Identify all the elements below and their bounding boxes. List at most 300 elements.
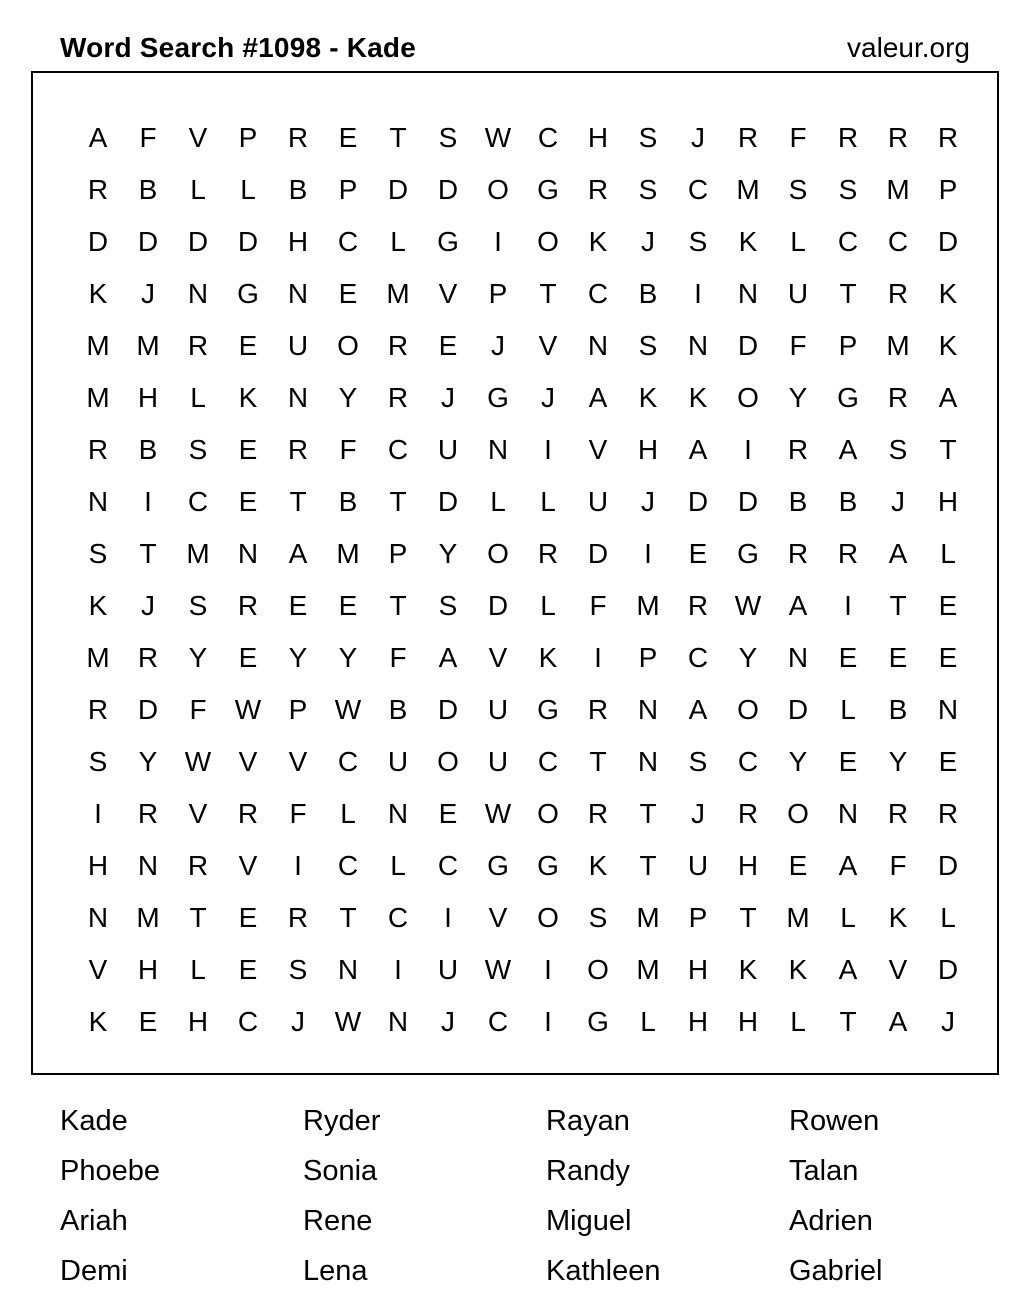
grid-letter[interactable]: S: [288, 954, 308, 985]
grid-letter[interactable]: K: [938, 278, 958, 309]
grid-letter[interactable]: R: [87, 694, 109, 725]
grid-letter[interactable]: V: [88, 954, 108, 985]
grid-letter[interactable]: T: [889, 590, 907, 621]
grid-letter[interactable]: C: [687, 642, 709, 673]
grid-letter[interactable]: H: [937, 486, 959, 517]
grid-letter[interactable]: P: [488, 278, 508, 309]
grid-letter[interactable]: V: [238, 746, 258, 777]
grid-letter[interactable]: R: [887, 122, 909, 153]
grid-letter[interactable]: M: [786, 902, 810, 933]
grid-letter[interactable]: H: [687, 954, 709, 985]
grid-letter[interactable]: T: [539, 278, 557, 309]
grid-letter[interactable]: E: [838, 746, 858, 777]
grid-letter[interactable]: C: [837, 226, 859, 257]
grid-letter[interactable]: M: [636, 902, 660, 933]
grid-letter[interactable]: E: [438, 798, 458, 829]
grid-letter[interactable]: S: [438, 590, 458, 621]
grid-letter[interactable]: E: [838, 642, 858, 673]
grid-letter[interactable]: V: [488, 642, 508, 673]
grid-letter[interactable]: S: [88, 746, 108, 777]
grid-letter[interactable]: C: [537, 122, 559, 153]
grid-letter[interactable]: N: [937, 694, 959, 725]
grid-letter[interactable]: Y: [438, 538, 458, 569]
grid-letter[interactable]: R: [837, 538, 859, 569]
grid-letter[interactable]: R: [787, 434, 809, 465]
grid-letter[interactable]: B: [888, 694, 908, 725]
grid-letter[interactable]: N: [787, 642, 809, 673]
grid-letter[interactable]: L: [490, 486, 506, 517]
grid-letter[interactable]: G: [837, 382, 859, 413]
grid-letter[interactable]: L: [540, 486, 556, 517]
grid-letter[interactable]: F: [389, 642, 407, 673]
grid-letter[interactable]: W: [484, 122, 512, 153]
grid-letter[interactable]: V: [538, 330, 558, 361]
grid-letter[interactable]: D: [87, 226, 109, 257]
grid-letter[interactable]: W: [184, 746, 212, 777]
grid-letter[interactable]: I: [394, 954, 402, 985]
grid-letter[interactable]: V: [488, 902, 508, 933]
grid-letter[interactable]: L: [190, 954, 206, 985]
grid-letter[interactable]: S: [188, 434, 208, 465]
grid-letter[interactable]: N: [337, 954, 359, 985]
grid-letter[interactable]: F: [889, 850, 907, 881]
grid-letter[interactable]: T: [389, 122, 407, 153]
grid-letter[interactable]: M: [636, 590, 660, 621]
grid-letter[interactable]: R: [587, 174, 609, 205]
grid-letter[interactable]: D: [487, 590, 509, 621]
grid-letter[interactable]: E: [238, 486, 258, 517]
grid-letter[interactable]: R: [87, 174, 109, 205]
grid-letter[interactable]: R: [537, 538, 559, 569]
grid-letter[interactable]: N: [387, 798, 409, 829]
grid-letter[interactable]: L: [340, 798, 356, 829]
grid-letter[interactable]: E: [938, 746, 958, 777]
grid-letter[interactable]: Y: [188, 642, 208, 673]
grid-letter[interactable]: Y: [338, 642, 358, 673]
grid-letter[interactable]: B: [838, 486, 858, 517]
grid-letter[interactable]: K: [738, 954, 758, 985]
grid-letter[interactable]: G: [437, 226, 459, 257]
grid-letter[interactable]: P: [688, 902, 708, 933]
grid-letter[interactable]: P: [838, 330, 858, 361]
grid-letter[interactable]: S: [788, 174, 808, 205]
grid-letter[interactable]: D: [437, 174, 459, 205]
grid-letter[interactable]: C: [187, 486, 209, 517]
grid-letter[interactable]: R: [937, 798, 959, 829]
grid-letter[interactable]: D: [937, 954, 959, 985]
grid-letter[interactable]: E: [688, 538, 708, 569]
grid-letter[interactable]: P: [938, 174, 958, 205]
grid-letter[interactable]: N: [637, 746, 659, 777]
grid-letter[interactable]: Y: [338, 382, 358, 413]
grid-letter[interactable]: R: [387, 382, 409, 413]
grid-letter[interactable]: S: [688, 746, 708, 777]
grid-letter[interactable]: G: [537, 174, 559, 205]
grid-letter[interactable]: E: [138, 1006, 158, 1037]
grid-letter[interactable]: I: [644, 538, 652, 569]
grid-letter[interactable]: L: [940, 902, 956, 933]
grid-letter[interactable]: W: [484, 954, 512, 985]
grid-letter[interactable]: D: [437, 694, 459, 725]
grid-letter[interactable]: C: [387, 434, 409, 465]
grid-letter[interactable]: N: [187, 278, 209, 309]
grid-letter[interactable]: M: [186, 538, 210, 569]
grid-letter[interactable]: I: [544, 954, 552, 985]
grid-letter[interactable]: D: [187, 226, 209, 257]
grid-letter[interactable]: C: [337, 746, 359, 777]
grid-letter[interactable]: F: [139, 122, 157, 153]
grid-letter[interactable]: P: [238, 122, 258, 153]
grid-letter[interactable]: I: [144, 486, 152, 517]
grid-letter[interactable]: U: [437, 954, 459, 985]
grid-letter[interactable]: S: [588, 902, 608, 933]
grid-letter[interactable]: U: [487, 746, 509, 777]
grid-letter[interactable]: R: [87, 434, 109, 465]
grid-letter[interactable]: E: [938, 642, 958, 673]
grid-letter[interactable]: H: [737, 850, 759, 881]
grid-letter[interactable]: K: [788, 954, 808, 985]
grid-letter[interactable]: J: [141, 590, 155, 621]
grid-letter[interactable]: K: [938, 330, 958, 361]
grid-letter[interactable]: E: [788, 850, 808, 881]
grid-letter[interactable]: M: [86, 642, 110, 673]
grid-letter[interactable]: C: [537, 746, 559, 777]
grid-letter[interactable]: E: [238, 902, 258, 933]
grid-letter[interactable]: R: [837, 122, 859, 153]
grid-letter[interactable]: U: [787, 278, 809, 309]
grid-letter[interactable]: A: [438, 642, 458, 673]
grid-letter[interactable]: R: [887, 382, 909, 413]
grid-letter[interactable]: A: [688, 694, 708, 725]
grid-letter[interactable]: Y: [788, 382, 808, 413]
grid-letter[interactable]: A: [888, 1006, 908, 1037]
grid-letter[interactable]: O: [337, 330, 359, 361]
grid-letter[interactable]: S: [638, 330, 658, 361]
grid-letter[interactable]: N: [637, 694, 659, 725]
grid-letter[interactable]: L: [840, 694, 856, 725]
grid-letter[interactable]: E: [238, 434, 258, 465]
grid-letter[interactable]: J: [891, 486, 905, 517]
grid-letter[interactable]: J: [641, 486, 655, 517]
grid-letter[interactable]: N: [737, 278, 759, 309]
grid-letter[interactable]: J: [541, 382, 555, 413]
grid-letter[interactable]: A: [288, 538, 308, 569]
grid-letter[interactable]: G: [487, 382, 509, 413]
grid-letter[interactable]: T: [939, 434, 957, 465]
grid-letter[interactable]: D: [787, 694, 809, 725]
grid-letter[interactable]: R: [387, 330, 409, 361]
grid-letter[interactable]: V: [188, 798, 208, 829]
grid-letter[interactable]: G: [537, 694, 559, 725]
grid-letter[interactable]: T: [389, 590, 407, 621]
grid-letter[interactable]: H: [287, 226, 309, 257]
grid-letter[interactable]: F: [339, 434, 357, 465]
grid-letter[interactable]: O: [737, 382, 759, 413]
grid-letter[interactable]: A: [788, 590, 808, 621]
grid-letter[interactable]: D: [437, 486, 459, 517]
grid-letter[interactable]: C: [387, 902, 409, 933]
grid-letter[interactable]: R: [587, 798, 609, 829]
grid-letter[interactable]: L: [840, 902, 856, 933]
grid-letter[interactable]: N: [387, 1006, 409, 1037]
grid-letter[interactable]: H: [87, 850, 109, 881]
grid-letter[interactable]: J: [441, 1006, 455, 1037]
grid-letter[interactable]: U: [587, 486, 609, 517]
grid-letter[interactable]: Y: [788, 746, 808, 777]
grid-letter[interactable]: R: [137, 798, 159, 829]
grid-letter[interactable]: T: [839, 278, 857, 309]
grid-letter[interactable]: K: [638, 382, 658, 413]
grid-letter[interactable]: M: [136, 902, 160, 933]
grid-letter[interactable]: T: [289, 486, 307, 517]
grid-letter[interactable]: K: [738, 226, 758, 257]
grid-letter[interactable]: H: [637, 434, 659, 465]
grid-letter[interactable]: D: [587, 538, 609, 569]
grid-letter[interactable]: L: [540, 590, 556, 621]
grid-letter[interactable]: C: [587, 278, 609, 309]
grid-letter[interactable]: J: [441, 382, 455, 413]
grid-letter[interactable]: C: [437, 850, 459, 881]
grid-letter[interactable]: M: [886, 174, 910, 205]
grid-letter[interactable]: H: [137, 954, 159, 985]
grid-letter[interactable]: R: [587, 694, 609, 725]
grid-letter[interactable]: O: [787, 798, 809, 829]
grid-letter[interactable]: N: [137, 850, 159, 881]
grid-letter[interactable]: L: [390, 850, 406, 881]
grid-letter[interactable]: A: [838, 954, 858, 985]
grid-letter[interactable]: E: [938, 590, 958, 621]
grid-letter[interactable]: B: [338, 486, 358, 517]
grid-letter[interactable]: E: [338, 278, 358, 309]
grid-letter[interactable]: S: [438, 122, 458, 153]
grid-letter[interactable]: R: [187, 330, 209, 361]
grid-letter[interactable]: R: [287, 122, 309, 153]
grid-letter[interactable]: K: [588, 850, 608, 881]
grid-letter[interactable]: A: [688, 434, 708, 465]
grid-letter[interactable]: B: [388, 694, 408, 725]
grid-letter[interactable]: F: [789, 330, 807, 361]
grid-letter[interactable]: L: [790, 226, 806, 257]
grid-letter[interactable]: E: [338, 122, 358, 153]
grid-letter[interactable]: D: [387, 174, 409, 205]
grid-letter[interactable]: R: [937, 122, 959, 153]
grid-letter[interactable]: J: [641, 226, 655, 257]
grid-letter[interactable]: R: [237, 798, 259, 829]
grid-letter[interactable]: B: [638, 278, 658, 309]
grid-letter[interactable]: M: [736, 174, 760, 205]
grid-letter[interactable]: I: [494, 226, 502, 257]
grid-letter[interactable]: S: [638, 174, 658, 205]
grid-letter[interactable]: R: [887, 278, 909, 309]
grid-letter[interactable]: O: [487, 538, 509, 569]
grid-letter[interactable]: B: [138, 174, 158, 205]
grid-letter[interactable]: H: [137, 382, 159, 413]
grid-letter[interactable]: I: [444, 902, 452, 933]
grid-letter[interactable]: C: [687, 174, 709, 205]
grid-letter[interactable]: C: [237, 1006, 259, 1037]
grid-letter[interactable]: S: [838, 174, 858, 205]
grid-letter[interactable]: K: [888, 902, 908, 933]
grid-letter[interactable]: I: [544, 434, 552, 465]
grid-letter[interactable]: U: [437, 434, 459, 465]
grid-letter[interactable]: M: [86, 382, 110, 413]
grid-letter[interactable]: N: [687, 330, 709, 361]
grid-letter[interactable]: T: [839, 1006, 857, 1037]
grid-letter[interactable]: E: [238, 642, 258, 673]
grid-letter[interactable]: L: [790, 1006, 806, 1037]
grid-letter[interactable]: O: [487, 174, 509, 205]
grid-letter[interactable]: J: [141, 278, 155, 309]
grid-letter[interactable]: G: [237, 278, 259, 309]
grid-letter[interactable]: D: [687, 486, 709, 517]
grid-letter[interactable]: V: [588, 434, 608, 465]
grid-letter[interactable]: C: [737, 746, 759, 777]
grid-letter[interactable]: R: [687, 590, 709, 621]
grid-letter[interactable]: N: [87, 902, 109, 933]
grid-letter[interactable]: F: [589, 590, 607, 621]
grid-letter[interactable]: Y: [138, 746, 158, 777]
grid-letter[interactable]: G: [587, 1006, 609, 1037]
grid-letter[interactable]: I: [94, 798, 102, 829]
grid-letter[interactable]: H: [687, 1006, 709, 1037]
grid-letter[interactable]: S: [188, 590, 208, 621]
grid-letter[interactable]: A: [588, 382, 608, 413]
grid-letter[interactable]: N: [837, 798, 859, 829]
grid-letter[interactable]: K: [88, 1006, 108, 1037]
grid-letter[interactable]: T: [339, 902, 357, 933]
grid-letter[interactable]: M: [136, 330, 160, 361]
grid-letter[interactable]: M: [886, 330, 910, 361]
grid-letter[interactable]: R: [887, 798, 909, 829]
grid-letter[interactable]: C: [487, 1006, 509, 1037]
grid-letter[interactable]: O: [537, 902, 559, 933]
grid-letter[interactable]: I: [594, 642, 602, 673]
grid-letter[interactable]: S: [688, 226, 708, 257]
grid-letter[interactable]: H: [737, 1006, 759, 1037]
grid-letter[interactable]: C: [887, 226, 909, 257]
grid-letter[interactable]: K: [88, 590, 108, 621]
grid-letter[interactable]: M: [336, 538, 360, 569]
grid-letter[interactable]: W: [484, 798, 512, 829]
grid-letter[interactable]: U: [387, 746, 409, 777]
grid-letter[interactable]: O: [737, 694, 759, 725]
grid-letter[interactable]: I: [694, 278, 702, 309]
grid-letter[interactable]: G: [537, 850, 559, 881]
grid-letter[interactable]: F: [789, 122, 807, 153]
grid-letter[interactable]: J: [691, 122, 705, 153]
grid-letter[interactable]: C: [337, 226, 359, 257]
grid-letter[interactable]: R: [237, 590, 259, 621]
grid-letter[interactable]: H: [587, 122, 609, 153]
grid-letter[interactable]: T: [189, 902, 207, 933]
grid-letter[interactable]: T: [389, 486, 407, 517]
grid-letter[interactable]: J: [691, 798, 705, 829]
grid-letter[interactable]: R: [287, 902, 309, 933]
grid-letter[interactable]: D: [737, 330, 759, 361]
grid-letter[interactable]: S: [638, 122, 658, 153]
grid-letter[interactable]: F: [289, 798, 307, 829]
grid-letter[interactable]: Y: [288, 642, 308, 673]
grid-letter[interactable]: V: [288, 746, 308, 777]
grid-letter[interactable]: N: [587, 330, 609, 361]
grid-letter[interactable]: K: [238, 382, 258, 413]
grid-letter[interactable]: R: [287, 434, 309, 465]
grid-letter[interactable]: T: [139, 538, 157, 569]
grid-letter[interactable]: E: [288, 590, 308, 621]
grid-letter[interactable]: K: [538, 642, 558, 673]
grid-letter[interactable]: E: [238, 954, 258, 985]
grid-letter[interactable]: D: [937, 850, 959, 881]
grid-letter[interactable]: L: [240, 174, 256, 205]
grid-letter[interactable]: Y: [888, 746, 908, 777]
grid-letter[interactable]: R: [737, 798, 759, 829]
grid-letter[interactable]: W: [234, 694, 262, 725]
grid-letter[interactable]: G: [737, 538, 759, 569]
grid-letter[interactable]: E: [338, 590, 358, 621]
grid-letter[interactable]: D: [937, 226, 959, 257]
grid-letter[interactable]: E: [438, 330, 458, 361]
grid-letter[interactable]: R: [137, 642, 159, 673]
grid-letter[interactable]: M: [636, 954, 660, 985]
grid-letter[interactable]: R: [187, 850, 209, 881]
grid-letter[interactable]: T: [589, 746, 607, 777]
grid-letter[interactable]: K: [88, 278, 108, 309]
grid-letter[interactable]: U: [687, 850, 709, 881]
grid-letter[interactable]: L: [640, 1006, 656, 1037]
grid-letter[interactable]: L: [190, 382, 206, 413]
grid-letter[interactable]: U: [287, 330, 309, 361]
grid-letter[interactable]: O: [537, 798, 559, 829]
grid-letter[interactable]: D: [237, 226, 259, 257]
grid-letter[interactable]: F: [189, 694, 207, 725]
grid-letter[interactable]: O: [537, 226, 559, 257]
grid-letter[interactable]: P: [288, 694, 308, 725]
grid-letter[interactable]: P: [388, 538, 408, 569]
grid-letter[interactable]: S: [888, 434, 908, 465]
grid-letter[interactable]: E: [238, 330, 258, 361]
grid-letter[interactable]: J: [941, 1006, 955, 1037]
grid-letter[interactable]: U: [487, 694, 509, 725]
grid-letter[interactable]: W: [734, 590, 762, 621]
grid-letter[interactable]: A: [888, 538, 908, 569]
grid-letter[interactable]: D: [737, 486, 759, 517]
grid-letter[interactable]: O: [587, 954, 609, 985]
grid-letter[interactable]: R: [787, 538, 809, 569]
grid-letter[interactable]: M: [86, 330, 110, 361]
grid-letter[interactable]: I: [744, 434, 752, 465]
grid-letter[interactable]: V: [888, 954, 908, 985]
grid-letter[interactable]: D: [137, 226, 159, 257]
grid-letter[interactable]: C: [337, 850, 359, 881]
grid-letter[interactable]: H: [187, 1006, 209, 1037]
grid-letter[interactable]: B: [288, 174, 308, 205]
grid-letter[interactable]: P: [338, 174, 358, 205]
grid-letter[interactable]: K: [688, 382, 708, 413]
grid-letter[interactable]: T: [639, 798, 657, 829]
grid-letter[interactable]: V: [238, 850, 258, 881]
grid-letter[interactable]: I: [844, 590, 852, 621]
grid-letter[interactable]: K: [588, 226, 608, 257]
grid-letter[interactable]: M: [386, 278, 410, 309]
grid-letter[interactable]: T: [639, 850, 657, 881]
grid-letter[interactable]: G: [487, 850, 509, 881]
grid-letter[interactable]: L: [390, 226, 406, 257]
grid-letter[interactable]: V: [438, 278, 458, 309]
grid-letter[interactable]: L: [940, 538, 956, 569]
grid-letter[interactable]: J: [291, 1006, 305, 1037]
grid-letter[interactable]: D: [137, 694, 159, 725]
grid-letter[interactable]: B: [138, 434, 158, 465]
